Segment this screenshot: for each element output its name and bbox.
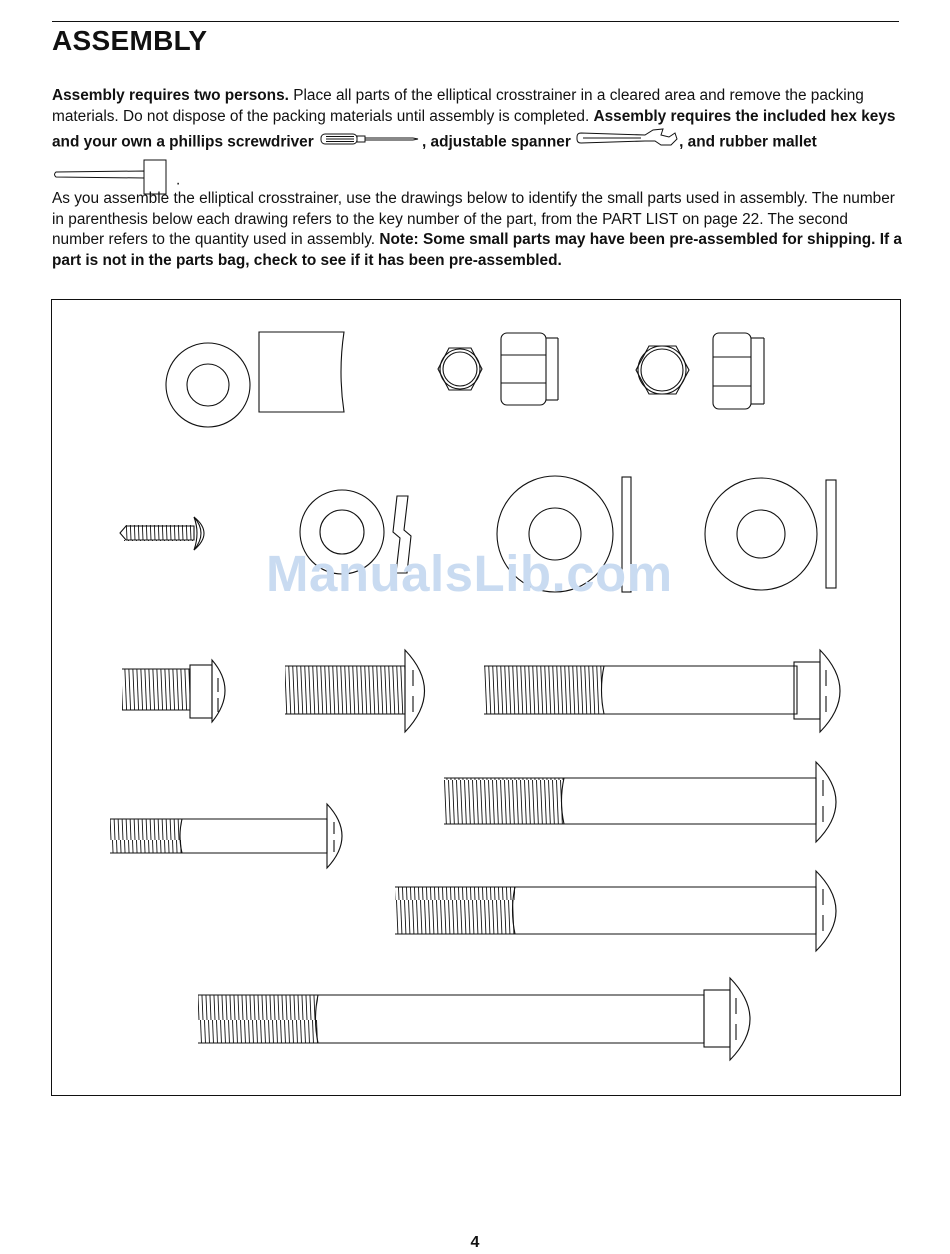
spacer-part — [166, 332, 344, 427]
parts-diagram-svg — [52, 300, 900, 1095]
partial-thread-bolt-part — [110, 804, 342, 868]
intro-bold-1: Assembly requires two persons. — [52, 87, 289, 104]
intro-bold-3: , adjustable spanner — [422, 133, 571, 151]
washer-part — [705, 478, 836, 590]
short-bolt-part — [122, 660, 225, 722]
intro-text-1: Place all parts of the elliptical crosstrainer in a cleared area and remove the packing materials. Do not dispose of the packing materials until assembly is completed. — [52, 87, 864, 125]
page-title: ASSEMBLY — [52, 25, 208, 56]
parts-note-text: As you assemble the elliptical crosstrainer, use the drawings below to identify the small parts used in assembly. The number in parenthesis below each drawing refers to the key number of the part, from the PART LIST on page 22. The second number refers to the quantity used in assembly. — [52, 190, 895, 248]
screw-part — [120, 517, 204, 550]
nylon-locknut-small-part — [438, 333, 558, 405]
screwdriver-icon — [318, 131, 422, 154]
intro-bold-4: , and rubber mallet — [679, 133, 817, 151]
page-number: 4 — [470, 1234, 480, 1251]
intro-paragraph — [52, 86, 902, 202]
long-bolt-a-part — [444, 762, 836, 842]
intro-end: . — [176, 170, 181, 188]
parts-note-bold: Note: Some small parts may have been pre-assembled for shipping. If a part is not in the parts bag, check to see if it has been pre-assembled. — [52, 231, 902, 269]
medium-bolt-part — [285, 650, 425, 732]
nylon-locknut-large-part — [636, 333, 764, 409]
parts-note-paragraph — [52, 189, 902, 271]
long-bolt-b-part — [395, 871, 836, 951]
longest-bolt-part — [198, 978, 750, 1060]
long-shoulder-bolt-part — [484, 650, 840, 732]
top-rule — [52, 21, 899, 22]
adjustable-spanner-icon — [575, 127, 679, 158]
parts-diagram — [51, 299, 901, 1096]
intro-bold-2: Assembly requires the included hex keys and your own a phillips screwdriver — [52, 107, 896, 151]
watermark: ManualsLib.com — [266, 545, 673, 602]
